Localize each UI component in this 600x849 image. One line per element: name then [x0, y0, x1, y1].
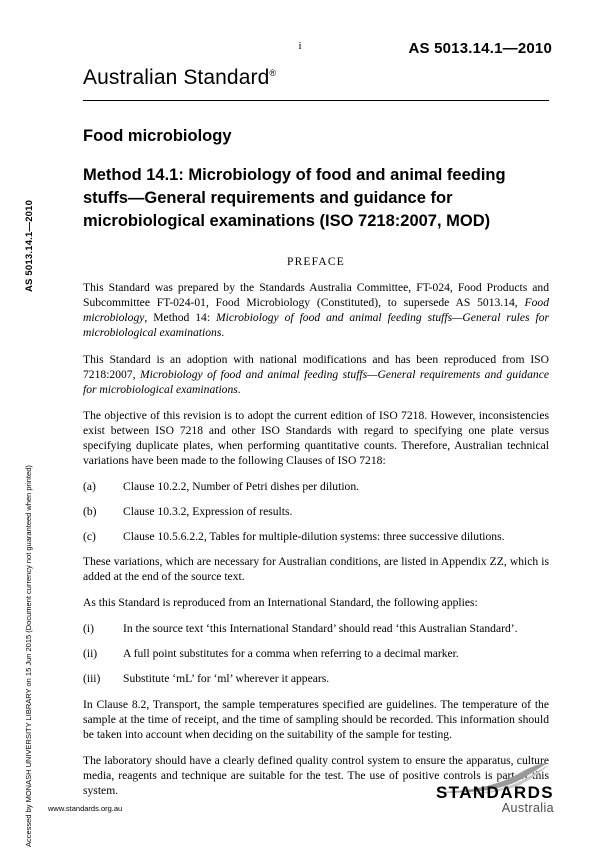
- text-run: , Method 14:: [144, 311, 216, 325]
- spine-document-code: AS 5013.14.1—2010: [24, 199, 35, 292]
- text-run: .: [237, 382, 241, 396]
- text-run: .: [221, 326, 225, 340]
- logo-line-standards: STANDARDS: [435, 783, 554, 803]
- header-divider: [83, 100, 549, 101]
- brand-title: [83, 66, 549, 90]
- logo-line-australia: Australia: [501, 800, 554, 815]
- brand-title-text: Australian Standard: [83, 66, 270, 89]
- list-item-marker: (iii): [83, 672, 101, 686]
- list-item-text: A full point substitutes for a comma when referring to a decimal marker.: [123, 647, 459, 661]
- preface-paragraph-3: [83, 408, 549, 468]
- preface-paragraph-variations: These variations, which are necessary for Australian conditions, are listed in Appendix ZZ, which is added at the end of the source text.: [83, 555, 549, 584]
- preface-heading: PREFACE: [286, 256, 346, 269]
- list-item: [83, 529, 549, 544]
- registered-mark-icon: ®: [269, 68, 277, 78]
- list-item-text: Clause 10.2.2, Number of Petri dishes per dilution.: [123, 479, 360, 493]
- preface-paragraph-quality: The laboratory should have a clearly defined quality control system to ensure the apparatus, culture media, reagents and technique are suitable for the test. The use of positive controls is part of this system.: [83, 753, 549, 797]
- text-run: Microbiology of food and animal feeding stuffs—General rules for microbiological examinations: [83, 311, 550, 340]
- list-item-marker: (c): [83, 530, 96, 544]
- list-item: [83, 646, 549, 661]
- preface-paragraph-2: [83, 352, 549, 397]
- list-item: [83, 621, 549, 636]
- standard-subject-title: Food microbiology: [83, 127, 232, 145]
- list-item-marker: (a): [83, 479, 96, 493]
- text-run: The objective of this revision is to adopt the current edition of ISO 7218. However, inconsistencies exist between ISO 7218 and other ISO Standards with regard to specifying one plate versus specifying duplicate plates, when performing quantitative counts. Therefore, Australian technical variations have been made to the following Clauses of ISO 7218:: [83, 408, 549, 467]
- standards-australia-logo: [386, 761, 554, 819]
- text-run: Food microbiology: [83, 296, 549, 325]
- preface-paragraph-international: As this Standard is reproduced from an International Standard, the following applies:: [83, 596, 478, 610]
- list-item-text: Clause 10.3.2, Expression of results.: [123, 505, 293, 519]
- logo-wordmark: [436, 784, 554, 815]
- clause-variation-list: [83, 479, 549, 544]
- standard-method-title: Method 14.1: Microbiology of food and animal feeding stuffs—General requirements and guidance for microbiological examinations (ISO 7218:2007, MOD): [83, 166, 506, 230]
- footer-website-url[interactable]: www.standards.org.au: [48, 804, 123, 813]
- list-item: [83, 671, 549, 686]
- list-item-marker: (b): [83, 505, 97, 519]
- list-item-text: In the source text ‘this International Standard’ should read ‘this Australian Standard’.: [123, 622, 518, 636]
- list-item: [83, 479, 549, 494]
- page-number: i: [298, 40, 302, 52]
- document-identifier: AS 5013.14.1—2010: [408, 40, 552, 57]
- text-run: This Standard was prepared by the Standards Australia Committee, FT-024, Food Products and Subcommittee FT-024-01, Food Microbiology (Constituted), to supersede AS 5013.14,: [83, 281, 549, 310]
- list-item: [83, 504, 549, 519]
- list-item-text: Substitute ‘mL’ for ‘ml’ wherever it appears.: [123, 672, 330, 686]
- international-adoption-list: [83, 621, 549, 686]
- page-content: [83, 66, 549, 809]
- list-item-marker: (i): [83, 622, 94, 636]
- preface-paragraph-1: [83, 280, 549, 340]
- list-item-marker: (ii): [83, 647, 98, 661]
- list-item-text: Clause 10.5.6.2.2, Tables for multiple-dilution systems: three successive dilutions.: [123, 530, 505, 544]
- text-run: Microbiology of food and animal feeding stuffs—General requirements and guidance for microbiological examinations: [83, 367, 549, 396]
- spine-access-notice: Accessed by MONASH UNIVERSITY LIBRARY on 15 Jun 2015 (Document currency not guaranteed when printed): [24, 465, 33, 847]
- text-run: This Standard is an adoption with national modifications and has been reproduced from ISO 7218:2007,: [83, 352, 549, 381]
- preface-paragraph-transport: In Clause 8.2, Transport, the sample temperatures specified are guidelines. The temperature of the sample at the time of receipt, and the time of sampling should be recorded. This information should be taken into account when deciding on the suitability of the sample for testing.: [83, 697, 549, 741]
